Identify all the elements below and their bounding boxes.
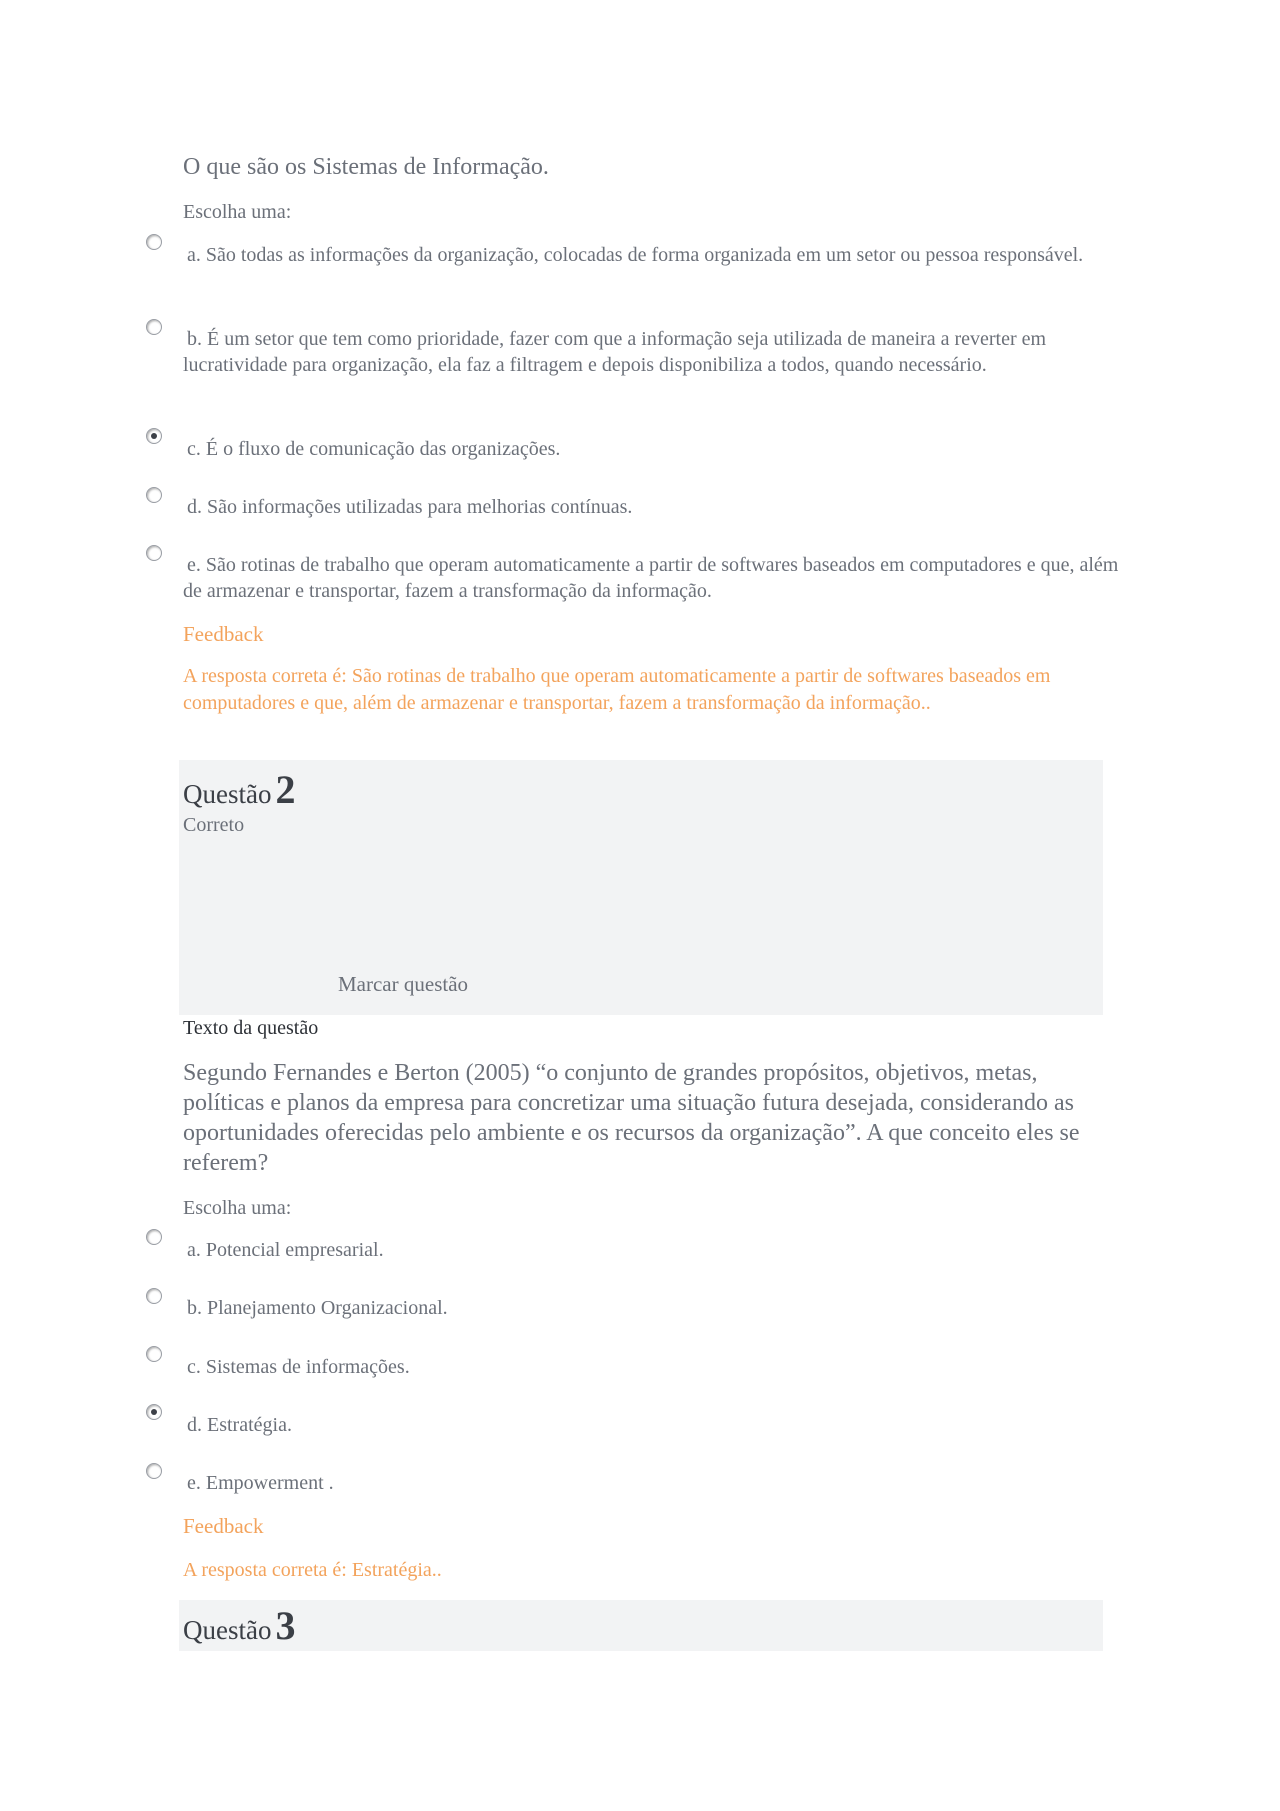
q1-option-a-radio[interactable] [146, 234, 162, 250]
q2-option-c-radio[interactable] [146, 1346, 162, 1362]
q1-correct-answer: A resposta correta é: São rotinas de trabalho que operam automaticamente a partir de softwares baseados em computadores e que, além de armazenar e transportar, fazem a transformação da informação.. [183, 665, 1051, 714]
q2-option-b-radio[interactable] [146, 1288, 162, 1304]
q1-option-e-label[interactable]: e. São rotinas de trabalho que operam automaticamente a partir de softwares baseados em computadores e que, além de armazenar e transportar, fazem a transformação da informação. [183, 554, 1119, 602]
q1-option-e-radio[interactable] [146, 545, 162, 561]
question-1-text: O que são os Sistemas de Informação. [183, 154, 549, 180]
q2-option-c-label[interactable]: c. Sistemas de informações. [187, 1356, 410, 1378]
q1-option-c-label[interactable]: c. É o fluxo de comunicação das organizações. [187, 438, 561, 460]
question-2-heading [183, 766, 295, 813]
q2-correct-answer: A resposta correta é: Estratégia.. [183, 1559, 442, 1581]
question-2-text: Segundo Fernandes e Berton (2005) “o conjunto de grandes propósitos, objetivos, metas, políticas e planos da empresa para concretizar uma situação futura desejada, considerando as oportunidades oferecidas pelo ambiente e os recursos da organização”. A que conceito eles se referem? [183, 1060, 1080, 1176]
question-2-status: Correto [183, 814, 245, 836]
q1-option-c-radio[interactable] [146, 428, 162, 444]
q2-option-a-label[interactable]: a. Potencial empresarial. [187, 1239, 384, 1261]
flag-question-button[interactable]: Marcar questão [338, 972, 469, 996]
q2-option-e-label[interactable]: e. Empowerment . [187, 1472, 334, 1494]
question-2-text-label: Texto da questão [183, 1017, 319, 1039]
question-3-title: Questão [183, 1615, 272, 1645]
question-2-prompt: Escolha uma: [183, 1197, 292, 1219]
question-1-prompt: Escolha uma: [183, 201, 292, 223]
q1-option-b-label[interactable]: b. É um setor que tem como prioridade, fazer com que a informação seja utilizada de maneira a reverter em lucratividade para organização, ela faz a filtragem e depois disponibiliza a todos, quando necessário. [183, 328, 1047, 376]
q2-option-d-radio[interactable] [146, 1404, 162, 1420]
q1-option-a-label[interactable]: a. São todas as informações da organização, colocadas de forma organizada em um setor ou pessoa responsável. [187, 244, 1084, 266]
q2-option-e-radio[interactable] [146, 1463, 162, 1479]
question-3-number: 3 [275, 1603, 296, 1648]
q1-option-d-radio[interactable] [146, 487, 162, 503]
question-2-number: 2 [275, 767, 296, 812]
q1-option-b-radio[interactable] [146, 319, 162, 335]
question-2-info-box [179, 760, 1103, 1015]
q1-option-d-label[interactable]: d. São informações utilizadas para melhorias contínuas. [187, 496, 633, 518]
question-3-heading [183, 1602, 295, 1649]
question-2-title: Questão [183, 779, 272, 809]
q1-feedback-heading: Feedback [183, 622, 264, 646]
q2-option-b-label[interactable]: b. Planejamento Organizacional. [187, 1297, 448, 1319]
q2-feedback-heading: Feedback [183, 1514, 264, 1538]
q2-option-d-label[interactable]: d. Estratégia. [187, 1414, 292, 1436]
question-3-info-box [179, 1600, 1103, 1651]
q2-option-a-radio[interactable] [146, 1229, 162, 1245]
